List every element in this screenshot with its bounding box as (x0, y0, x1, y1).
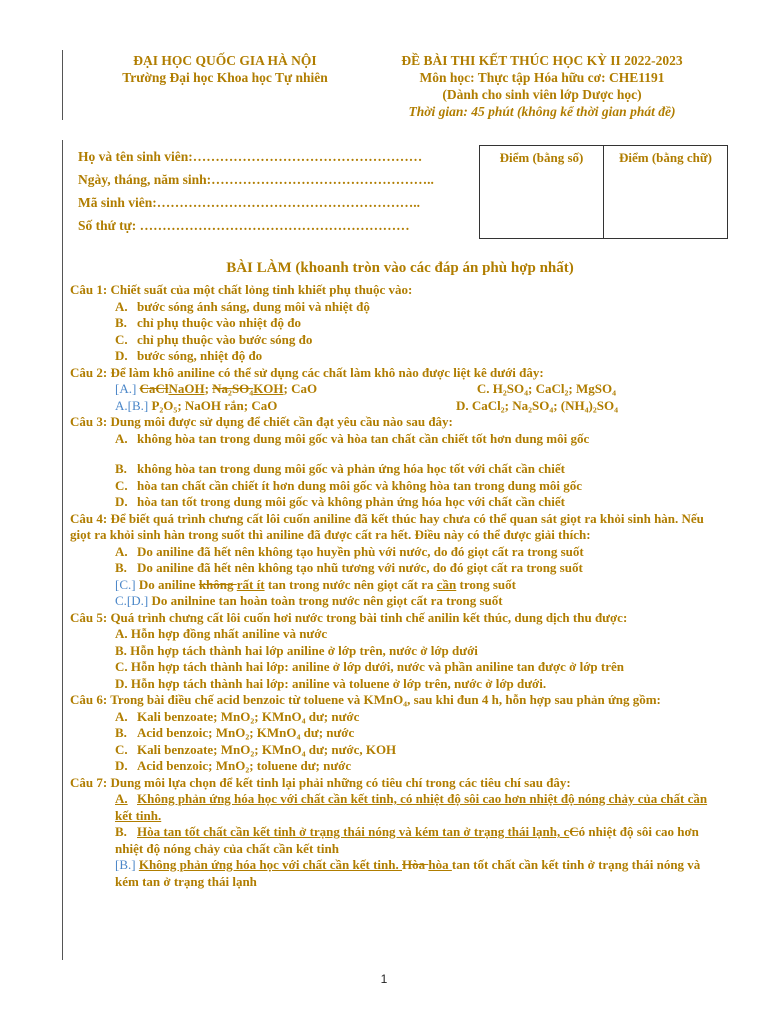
answer-marker: [B.] (115, 857, 136, 872)
exam-duration: Thời gian: 45 phút (không kể thời gian phát đề) (408, 104, 676, 119)
answer-marker: C.[D.] (115, 593, 149, 608)
target-class: (Dành cho sinh viên lớp Dược học) (442, 87, 642, 102)
option-a[interactable]: A. không hòa tan trong dung môi gốc và hòa tan chất cần chiết tốt hơn dung môi gốc (115, 430, 590, 446)
option-c[interactable]: [B.] Không phản ứng hóa học với chất cần kết tinh. Hòa hòa tan tốt chất cần kết tinh ở trạng thái nóng và kém tan ở trạng thái lạnh (115, 857, 701, 889)
answer-section-title: BÀI LÀM (khoanh tròn vào các đáp án phù hợp nhất) (226, 260, 574, 276)
option-b[interactable]: A.[B.] P₂O₅; NaOH rắn; CaO (115, 397, 278, 413)
blank-space (70, 447, 726, 461)
student-info (78, 145, 478, 237)
option-a[interactable]: A. Hỗn hợp đồng nhất aniline và nước (115, 626, 328, 641)
student-order-field[interactable]: Số thứ tự: …………………………………………………… (78, 218, 410, 233)
option-a[interactable]: [A.] CaClNaOH; Na₂SO₄KOH; CaO (115, 381, 318, 396)
course-name: Môn học: Thực tập Hóa hữu cơ: CHE1191 (419, 70, 665, 85)
student-dob-field[interactable]: Ngày, tháng, năm sinh:………………………………………….. (78, 172, 434, 187)
option-row (70, 398, 726, 415)
question-7: Câu 7: Dung môi lựa chọn để kết tinh lại phải những có tiêu chí trong các tiêu chí sau đây: (70, 774, 571, 790)
option-d[interactable]: D. CaCl₂; Na₂SO₄; (NH₄)₂SO₄ (455, 397, 618, 413)
option-c[interactable]: [C.] Do aniline không rất ít tan trong nước nên giọt cất ra cần trong suốt (115, 576, 516, 592)
question-2: Câu 2: Để làm khô aniline có thể sử dụng các chất làm khô nào được liệt kê dưới đây: (70, 364, 544, 380)
score-number-cell: Điểm (bằng số) (499, 150, 584, 165)
student-name-field[interactable]: Họ và tên sinh viên:…………………………………………… (78, 149, 423, 164)
option-b[interactable]: B. không hòa tan trong dung môi gốc và phản ứng hóa học tốt với chất cần chiết (115, 461, 565, 476)
option-c[interactable]: C. Hỗn hợp tách thành hai lớp: aniline ở lớp dưới, nước và phần aniline tan được ở lớp trên (115, 659, 624, 674)
question-6: Câu 6: Trong bài điều chế acid benzoic từ toluene và KMnO₄, sau khi đun 4 h, hỗn hợp sau phản ứng gồm: (70, 692, 661, 707)
option-c[interactable]: C. chỉ phụ thuộc vào bước sóng đo (115, 331, 313, 347)
option-row (70, 381, 726, 398)
score-words-cell: Điểm (bằng chữ) (603, 146, 727, 238)
margin-bar (62, 50, 63, 120)
question-5: Câu 5: Quá trình chưng cất lôi cuốn hơi nước trong bài tinh chế anilin kết thúc, dung dịch thu được: (70, 609, 628, 625)
question-3: Câu 3: Dung môi được sử dụng để chiết cần đạt yêu cầu nào sau đây: (70, 414, 453, 429)
answer-marker: [C.] (115, 576, 136, 592)
university-name: ĐẠI HỌC QUỐC GIA HÀ NỘI (133, 53, 317, 68)
option-b[interactable]: B. Hòa tan tốt chất cần kết tinh ở trạng thái nóng và kém tan ở trạng thái lạnh, cCó nhiệt độ sôi cao hơn nhiệt độ nóng chảy của chất cần kết tinh (115, 824, 699, 856)
option-b[interactable]: B. Do aniline đã hết nên không tạo nhũ tương với nước, do đó giọt cất ra trong suốt (115, 560, 583, 575)
score-table (479, 145, 728, 239)
option-c[interactable]: C. Kali benzoate; MnO₂; KMnO₄ dư; nước, KOH (115, 741, 397, 757)
margin-bar (62, 140, 63, 960)
exam-title: ĐỀ BÀI THI KẾT THÚC HỌC KỲ II 2022-2023 (401, 53, 683, 68)
exam-header (372, 52, 712, 120)
option-b[interactable]: B. Acid benzoic; MnO₂; KMnO₄ dư; nước (115, 725, 355, 740)
option-a[interactable]: A. Do aniline đã hết nên không tạo huyền phù với nước, do đó giọt cất ra trong suốt (115, 543, 584, 559)
option-a[interactable]: A. bước sóng ánh sáng, dung môi và nhiệt độ (115, 298, 370, 314)
page-number: 1 (380, 972, 388, 986)
option-a[interactable]: A. Không phản ứng hóa học với chất cần kết tinh, có nhiệt độ sôi cao hơn nhiệt độ nóng chảy của chất cần kết tinh. (115, 791, 708, 823)
option-c[interactable]: C. hòa tan chất cần chiết ít hơn dung môi gốc và không hòa tan trong dung môi gốc (115, 477, 583, 493)
question-1: Câu 1: Chiết suất của một chất lỏng tinh khiết phụ thuộc vào: (70, 282, 413, 297)
answer-marker: [A.] (115, 381, 137, 396)
option-d[interactable]: C.[D.] Do anilnine tan hoàn toàn trong nước nên giọt cất ra trong suốt (115, 593, 503, 608)
answer-marker: A.[B.] (115, 397, 149, 413)
faculty-name: Trường Đại học Khoa học Tự nhiên (122, 70, 328, 85)
question-4: Câu 4: Để biết quá trình chưng cất lôi cuốn aniline đã kết thúc hay chưa có thể quan sát giọt ra khỏi sinh hàn. Nếu giọt ra khỏi sinh hàn trong suốt thì aniline đã được cất ra hết. Điều này có thể được giải thích: (70, 510, 704, 542)
questions (70, 282, 726, 890)
option-b[interactable]: B. Hỗn hợp tách thành hai lớp aniline ở lớp trên, nước ở lớp dưới (115, 642, 478, 658)
student-id-field[interactable]: Mã sinh viên:………………………………………………….. (78, 195, 421, 210)
option-a[interactable]: A. Kali benzoate; MnO₂; KMnO₄ dư; nước (115, 708, 360, 724)
option-d[interactable]: D. Acid benzoic; MnO₂; toluene dư; nước (115, 758, 352, 773)
option-d[interactable]: D. hòa tan tốt trong dung môi gốc và không phản ứng hóa học với chất cần chiết (115, 494, 565, 509)
university-header (95, 52, 355, 86)
option-c[interactable]: C. H₂SO₄; CaCl₂; MgSO₄ (476, 381, 616, 396)
option-d[interactable]: D. bước sóng, nhiệt độ đo (115, 348, 263, 363)
option-d[interactable]: D. Hỗn hợp tách thành hai lớp: aniline và toluene ở lớp trên, nước ở lớp dưới. (115, 675, 547, 691)
option-b[interactable]: B. chỉ phụ thuộc vào nhiệt độ đo (115, 315, 301, 330)
